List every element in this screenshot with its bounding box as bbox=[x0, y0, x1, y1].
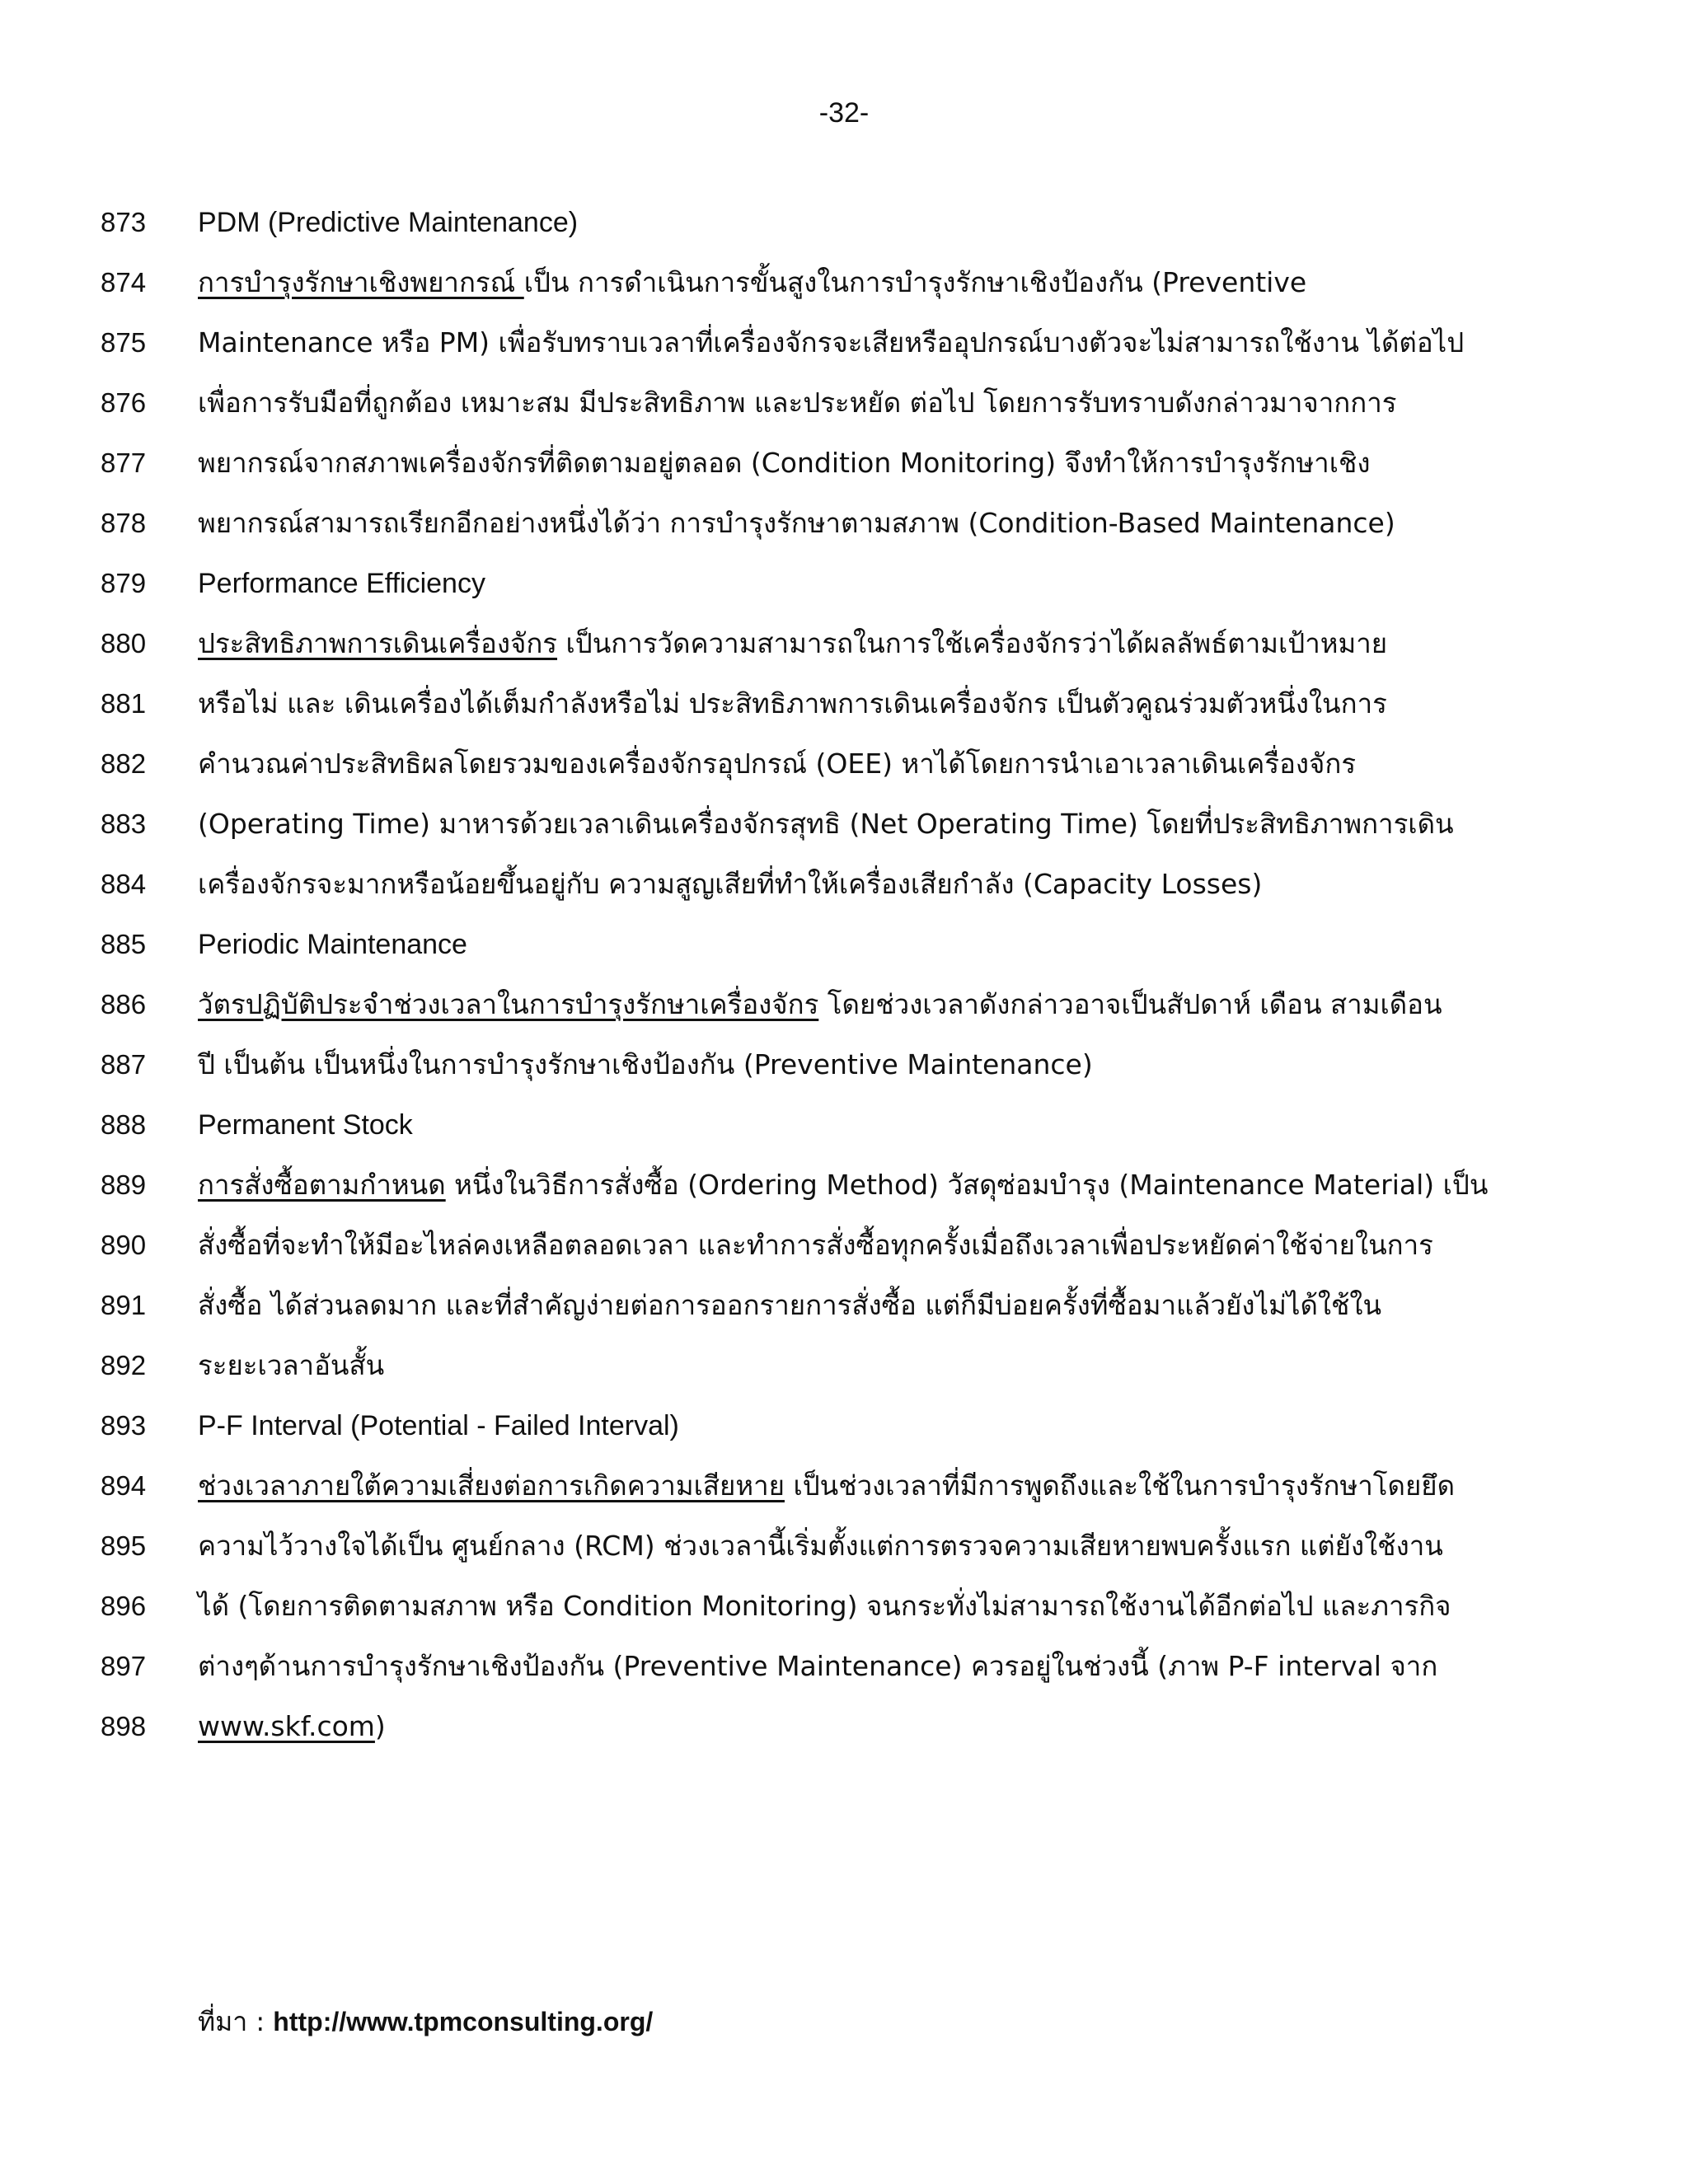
line-number: 873 bbox=[101, 207, 147, 237]
term-heading-pf-interval: P-F Interval (Potential - Failed Interval) bbox=[198, 1410, 679, 1441]
line-number: 886 bbox=[101, 989, 147, 1019]
line-880 bbox=[0, 619, 1566, 668]
definition-text bbox=[198, 258, 1306, 307]
line-number: 887 bbox=[101, 1049, 147, 1080]
line-890 bbox=[0, 1221, 1566, 1270]
line-number: 897 bbox=[101, 1651, 147, 1681]
definition-text: พยากรณ์สามารถเรียกอีกอย่างหนึ่งได้ว่า การบำรุงรักษาตามสภาพ (Condition-Based Maintenance) bbox=[198, 507, 1395, 539]
definition-text: Maintenance หรือ PM) เพื่อรับทราบเวลาที่เครื่องจักรจะเสียหรืออุปกรณ์บางตัวจะไม่สามารถใช้งาน ได้ต่อไป bbox=[198, 326, 1465, 359]
definition-text: ต่างๆด้านการบำรุงรักษาเชิงป้องกัน (Preventive Maintenance) ควรอยู่ในช่วงนี้ (ภาพ P-F interval จาก bbox=[198, 1650, 1438, 1682]
definition-text: คำนวณค่าประสิทธิผลโดยรวมของเครื่องจักรอุปกรณ์ (OEE) หาได้โดยการนำเอาเวลาเดินเครื่องจักร bbox=[198, 748, 1357, 780]
skf-link[interactable]: www.skf.com bbox=[198, 1710, 375, 1742]
term-heading-permanent-stock: Permanent Stock bbox=[198, 1109, 413, 1141]
line-number: 877 bbox=[101, 448, 147, 478]
line-892 bbox=[0, 1341, 1566, 1390]
line-number: 891 bbox=[101, 1290, 147, 1320]
definition-text: ความไว้วางใจได้เป็น ศูนย์กลาง (RCM) ช่วงเวลานี้เริ่มตั้งแต่การตรวจความเสียหายพบครั้งแรก แต่ยังใช้งาน bbox=[198, 1530, 1443, 1562]
definition-text-rest: เป็น การดำเนินการขั้นสูงในการบำรุงรักษาเชิงป้องกัน (Preventive bbox=[523, 266, 1307, 298]
term-thai-underlined: วัตรปฏิบัติประจำช่วงเวลาในการบำรุงรักษาเครื่องจักร bbox=[198, 988, 819, 1020]
source-label: ที่มา : bbox=[198, 2006, 274, 2037]
definition-text bbox=[198, 1702, 386, 1751]
definition-text bbox=[198, 1160, 1488, 1210]
line-number: 876 bbox=[101, 387, 147, 418]
term-heading-periodic-maintenance: Periodic Maintenance bbox=[198, 929, 467, 960]
definition-text: ระยะเวลาอันสั้น bbox=[198, 1349, 385, 1381]
line-885 bbox=[0, 920, 1566, 969]
line-number: 883 bbox=[101, 808, 147, 839]
line-882 bbox=[0, 739, 1566, 789]
term-thai-underlined: ช่วงเวลาภายใต้ความเสี่ยงต่อการเกิดความเสียหาย bbox=[198, 1469, 785, 1502]
line-number: 881 bbox=[101, 688, 147, 719]
line-883 bbox=[0, 799, 1566, 849]
line-number: 879 bbox=[101, 568, 147, 598]
line-number: 888 bbox=[101, 1109, 147, 1140]
term-thai-underlined: การบำรุงรักษาเชิงพยากรณ์ bbox=[198, 266, 524, 298]
line-875 bbox=[0, 318, 1566, 368]
definition-text bbox=[198, 619, 1387, 668]
line-891 bbox=[0, 1281, 1566, 1330]
definition-text: สั่งซื้อ ได้ส่วนลดมาก และที่สำคัญง่ายต่อการออกรายการสั่งซื้อ แต่ก็มีบ่อยครั้งที่ซื้อมาแล้วยังไม่ได้ใช้ใน bbox=[198, 1289, 1382, 1321]
line-898 bbox=[0, 1702, 1566, 1751]
line-number: 874 bbox=[101, 267, 147, 298]
page-number: -32- bbox=[818, 97, 870, 129]
line-897 bbox=[0, 1642, 1566, 1691]
line-878 bbox=[0, 499, 1566, 548]
line-number: 896 bbox=[101, 1591, 147, 1621]
line-873 bbox=[0, 198, 1566, 247]
line-number: 878 bbox=[101, 508, 147, 538]
term-heading-performance-efficiency: Performance Efficiency bbox=[198, 568, 485, 599]
definition-text: ได้ (โดยการติดตามสภาพ หรือ Condition Monitoring) จนกระทั่งไม่สามารถใช้งานได้อีกต่อไป และภารกิจ bbox=[198, 1590, 1451, 1622]
line-886 bbox=[0, 980, 1566, 1029]
line-number: 880 bbox=[101, 628, 147, 658]
definition-text-rest: เป็นการวัดความสามารถในการใช้เครื่องจักรว่าได้ผลลัพธ์ตามเป้าหมาย bbox=[557, 627, 1388, 659]
term-thai-underlined: การสั่งซื้อตามกำหนด bbox=[198, 1169, 446, 1201]
line-895 bbox=[0, 1521, 1566, 1571]
line-number: 889 bbox=[101, 1169, 147, 1200]
definition-text-rest: เป็นช่วงเวลาที่มีการพูดถึงและใช้ในการบำรุงรักษาโดยยึด bbox=[784, 1469, 1456, 1502]
line-879 bbox=[0, 559, 1566, 608]
source-citation bbox=[198, 2001, 653, 2043]
line-889 bbox=[0, 1160, 1566, 1210]
definition-text-rest: โดยช่วงเวลาดังกล่าวอาจเป็นสัปดาห์ เดือน สามเดือน bbox=[818, 988, 1442, 1020]
definition-text: (Operating Time) มาหารด้วยเวลาเดินเครื่องจักรสุทธิ (Net Operating Time) โดยที่ประสิทธิภาพการเดิน bbox=[198, 808, 1454, 840]
definition-text: ปี เป็นต้น เป็นหนึ่งในการบำรุงรักษาเชิงป้องกัน (Preventive Maintenance) bbox=[198, 1048, 1093, 1080]
line-896 bbox=[0, 1582, 1566, 1631]
line-number: 898 bbox=[101, 1711, 147, 1741]
definition-text bbox=[198, 1461, 1455, 1511]
line-876 bbox=[0, 378, 1566, 428]
definition-text: เครื่องจักรจะมากหรือน้อยขึ้นอยู่กับ ความสูญเสียที่ทำให้เครื่องเสียกำลัง (Capacity Losses) bbox=[198, 868, 1263, 900]
line-number: 893 bbox=[101, 1410, 147, 1441]
line-884 bbox=[0, 860, 1566, 909]
definition-text bbox=[198, 980, 1442, 1029]
definition-text: สั่งซื้อที่จะทำให้มีอะไหล่คงเหลือตลอดเวลา และทำการสั่งซื้อทุกครั้งเมื่อถึงเวลาเพื่อประหยัดค่าใช้จ่ายในการ bbox=[198, 1229, 1433, 1261]
line-894 bbox=[0, 1461, 1566, 1511]
line-number: 885 bbox=[101, 929, 147, 959]
definition-text: เพื่อการรับมือที่ถูกต้อง เหมาะสม มีประสิทธิภาพ และประหยัด ต่อไป โดยการรับทราบดังกล่าวมาจากการ bbox=[198, 387, 1397, 419]
term-thai-underlined: ประสิทธิภาพการเดินเครื่องจักร bbox=[198, 627, 558, 659]
line-893 bbox=[0, 1401, 1566, 1451]
line-881 bbox=[0, 679, 1566, 729]
line-number: 894 bbox=[101, 1470, 147, 1501]
definition-text: หรือไม่ และ เดินเครื่องได้เต็มกำลังหรือไม่ ประสิทธิภาพการเดินเครื่องจักร เป็นตัวคูณร่วมตัวหนึ่งในการ bbox=[198, 687, 1387, 719]
term-heading-pdm: PDM (Predictive Maintenance) bbox=[198, 207, 579, 238]
line-887 bbox=[0, 1040, 1566, 1090]
line-874 bbox=[0, 258, 1566, 307]
source-url[interactable]: http://www.tpmconsulting.org/ bbox=[273, 2007, 654, 2036]
definition-text-rest: ) bbox=[374, 1710, 386, 1742]
line-number: 884 bbox=[101, 869, 147, 899]
line-number: 875 bbox=[101, 327, 147, 358]
line-number: 895 bbox=[101, 1530, 147, 1561]
definition-text-rest: หนึ่งในวิธีการสั่งซื้อ (Ordering Method) วัสดุซ่อมบำรุง (Maintenance Material) เป็น bbox=[445, 1169, 1489, 1201]
line-number: 892 bbox=[101, 1350, 147, 1380]
line-877 bbox=[0, 438, 1566, 488]
line-number: 882 bbox=[101, 748, 147, 779]
line-888 bbox=[0, 1100, 1566, 1150]
line-number: 890 bbox=[101, 1230, 147, 1260]
definition-text: พยากรณ์จากสภาพเครื่องจักรที่ติดตามอยู่ตลอด (Condition Monitoring) จึงทำให้การบำรุงรักษาเชิง bbox=[198, 447, 1371, 479]
